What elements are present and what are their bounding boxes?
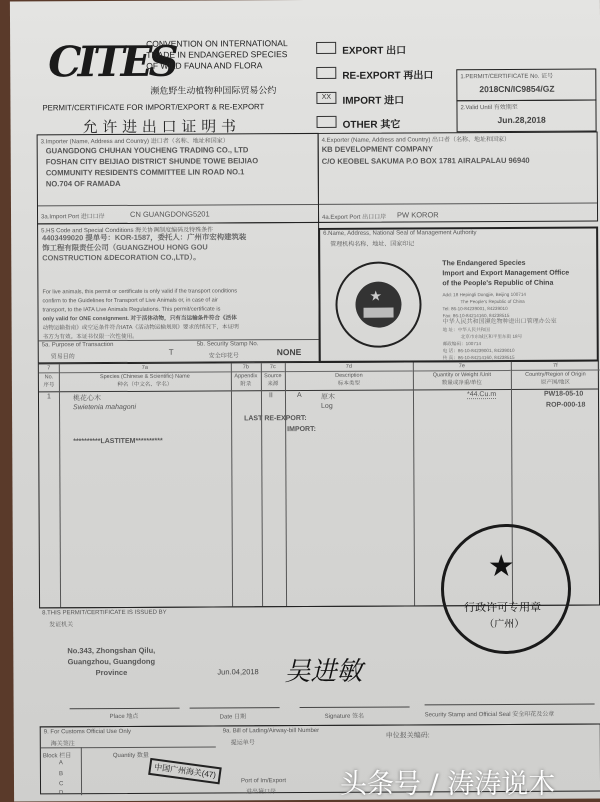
place-line: No.343, Zhongshan Qilu, (67, 645, 156, 656)
column-divider (261, 363, 263, 606)
table-header-7f (511, 361, 600, 389)
import-checkbox[interactable]: XX (316, 92, 336, 104)
address-line: 北京市东城区和平里东街 18号 (460, 333, 523, 340)
block-label: Block 栏目 (42, 753, 72, 760)
species-name-scientific: Swietenia mahagoni (73, 403, 137, 412)
cites-logo: CITES (48, 36, 176, 87)
valid-until: Jun.28,2018 (497, 114, 546, 125)
address-line: 中华人民共和国濒危物种进出口管理办公室 (442, 318, 557, 326)
importer-line: GUANGDONG CHUHAN YOUCHENG TRADING CO., LTD (45, 145, 249, 156)
header-text: 附录 (240, 381, 252, 388)
convention-line: TRADE IN ENDANGERED SPECIES (146, 49, 288, 60)
last-item-marker: **********LASTITEM********** (73, 437, 163, 446)
authority-line: Import and Export Management Office (442, 269, 570, 278)
header-text: 标本类型 (337, 380, 360, 387)
address-line: Fax: 86-10-84214160, 84238515 (442, 312, 510, 319)
export-port: PW KOROR (397, 210, 439, 220)
watermark: 头条号 / 涛涛说木 (340, 769, 556, 800)
column-divider (413, 362, 415, 605)
exporter-label: 4.Exporter (Name, Address and Country) 出口者（名称、地址和国家） (321, 136, 511, 144)
source-value: A (296, 392, 302, 400)
header-text: 7c (261, 363, 285, 372)
signature: 吴进敏 (284, 656, 363, 688)
place-line: Guangzhou, Guangdong (67, 656, 156, 667)
permit-title: PERMIT/CERTIFICATE FOR IMPORT/EXPORT & RE-EXPORT (42, 102, 265, 113)
box-valid-until (456, 99, 596, 132)
authority-address (442, 291, 556, 362)
importer-line: FOSHAN CITY BEIJIAO DISTRICT SHUNDE TOWE BEIJIAO (45, 156, 259, 167)
other-label: OTHER 其它 (342, 119, 401, 131)
header-text: Description (335, 372, 363, 379)
date-label: Date 日期 (219, 714, 247, 721)
bill-of-lading-cn: 提运单号 (230, 740, 255, 747)
star-icon: ★ (487, 549, 515, 584)
address-line: 邮政编码：100714 (442, 341, 482, 347)
block-d: D (59, 790, 64, 797)
authority-label: 6.Name, Address, National Seal of Management Authority (323, 230, 477, 237)
convention-title-cn: 濒危野生动植物种国际贸易公约 (150, 85, 277, 96)
note-line: transport, to the IATA Live Animals Regulations. This permit/certificate is (42, 306, 221, 314)
table-header-7 (39, 364, 59, 392)
hs-code-label: 5.HS Code and Special Conditions 海关协调制度编码及特殊条件 (41, 227, 214, 235)
customs-code-label: 申位报关编码: (385, 732, 430, 740)
note-line: only valid for ONE consignment. 对于活体动物，只有当运输条件符合《活体 (42, 315, 237, 323)
column-divider (285, 363, 287, 606)
seal-label: Security Stamp and Official Seal 安全印花及公章 (424, 711, 555, 719)
issued-by-label-cn: 发证机关 (49, 622, 74, 629)
permit-number-label: 1.PERMIT/CERTIFICATE No. 证号 (460, 73, 554, 81)
issue-date: Jun.04,2018 (217, 667, 259, 677)
security-stamp-value: NONE (276, 347, 302, 358)
security-stamp-label: 5b. Security Stamp No. (196, 341, 259, 348)
address-line: 传 真：86-10-84214160, 84238515 (442, 354, 515, 361)
authority-label-cn: 管理机构名称、地址、国家印记 (330, 241, 415, 248)
column-divider (59, 364, 61, 607)
header-text: 数量或净重/单位 (441, 380, 482, 387)
bill-of-lading-label: 9a. Bill of Lading/Airway-bill Number (222, 727, 320, 735)
exporter-line: KB DEVELOPMENT COMPANY (321, 144, 433, 154)
reexport-checkbox[interactable] (316, 67, 336, 79)
table-header-7c (261, 363, 285, 391)
import-label-row: IMPORT: (287, 425, 316, 434)
security-stamp-label-cn: 安全印花号 (208, 353, 239, 360)
issue-place (67, 645, 155, 678)
note-line: For live animals, this permit or certificate is only valid if the transport conditions (42, 288, 238, 296)
place-line: Province (95, 667, 128, 678)
convention-line: CONVENTION ON INTERNATIONAL (146, 38, 288, 49)
column-divider (231, 363, 233, 606)
block-a: A (58, 760, 63, 767)
address-line: 电 话：86-10-84239001, 84239010 (442, 347, 515, 354)
importer-value (46, 144, 259, 189)
export-checkbox[interactable] (316, 42, 336, 54)
table-header-7b (231, 363, 261, 391)
box-hs-code (37, 222, 320, 363)
header-text: 7a (59, 363, 231, 373)
exporter-line: C/O KEOBEL SAKUMA P.O BOX 1781 AIRALPALAU 96940 (321, 155, 530, 166)
address-line: The People's Republic of China (460, 298, 525, 305)
address-line: 地 址：中华人民共和国 (442, 327, 490, 333)
authority-line: The Endangered Species (442, 259, 526, 268)
description-value: Log (321, 402, 333, 410)
last-reexport-label: LAST RE-EXPORT: (244, 415, 307, 423)
importer-line: COMMUNITY RESIDENTS COMMITTEE LIN ROAD NO.1 (45, 167, 245, 178)
header-text: 种名（中文名、学名） (117, 381, 173, 388)
issued-by-label: 8.THIS PERMIT/CERTIFICATE IS ISSUED BY (42, 609, 167, 617)
header-text: 7d (285, 362, 413, 372)
purpose-label: 5a. Purpose of Transaction (41, 342, 114, 349)
export-port-label: 4a.Export Port 出口口岸 (322, 214, 387, 221)
row-number: 1 (46, 393, 51, 401)
address-line: Tel: 86-10-84239001, 84239010 (442, 305, 508, 312)
header-text: Species (Chinese & Scientific) Name (99, 373, 190, 381)
convention-title (146, 38, 288, 72)
import-port-label: 3a.Import Port 进口口岸 (41, 214, 105, 221)
national-seal (335, 261, 421, 347)
customs-stamp: 中国广州海关(47) (148, 758, 222, 785)
origin-value: PW18-05-10 (543, 390, 584, 398)
other-checkbox[interactable] (317, 116, 337, 128)
header-text: Appendix (234, 373, 258, 380)
header-text: 序号 (43, 382, 55, 389)
header-text: Source (264, 373, 282, 380)
reexport-label: RE-EXPORT 再出口 (342, 70, 434, 82)
description-cn: 原木 (320, 393, 336, 401)
seal-city: （广州） (484, 618, 525, 631)
port-label: Port of Im/Export (240, 778, 287, 785)
box-permit-number (456, 68, 596, 101)
place-label: Place 地点 (109, 713, 139, 721)
convention-line: OF WILD FAUNA AND FLORA (146, 60, 263, 71)
header-text: 来源 (267, 381, 279, 388)
import-label: IMPORT 进口 (342, 95, 405, 107)
box-issued-by (39, 604, 600, 727)
header-text: 7b (231, 363, 261, 372)
national-emblem-icon: ★ (355, 282, 401, 328)
table-header-7a (59, 363, 231, 392)
header-text: 7f (511, 361, 600, 370)
quantity-label: Quantity 数量 (112, 752, 149, 760)
table-header-7d (285, 362, 413, 391)
hs-code-value (42, 232, 246, 263)
authority-line: of the People's Republic of China (442, 279, 554, 288)
import-port: CN GUANGDONG5201 (130, 209, 210, 219)
header-text: Quantity or Weight /Unit (432, 372, 492, 379)
header-text: Country/Region of Origin (525, 371, 586, 378)
box-exporter (318, 131, 598, 222)
origin-value: ROP-000-18 (546, 401, 586, 409)
hs-line: CONSTRUCTION &DECORATION CO.,LTD）。 (42, 252, 201, 263)
table-header-7e (413, 362, 511, 391)
seal-text: 行政许可专用章 (464, 601, 542, 615)
purpose-value: T (168, 347, 174, 357)
note-line: 动物运输指南》或空运条件符合IATA《活动物运输规则》要求的情况下，本证明 (42, 324, 239, 332)
block-b: B (58, 771, 63, 778)
customs-label-cn: 海关签注 (50, 741, 75, 748)
permit-number: 2018CN/IC9854/GZ (479, 83, 555, 95)
quantity-value: *44.Cu.m (466, 391, 497, 399)
appendix-value: II (268, 392, 273, 400)
block-c: C (58, 781, 64, 788)
note-line: confirm to the Guidelines for Transport of Live Animals or, in case of air (42, 297, 218, 305)
address-line: Add: 18 Hepingli Dongjie, Beijing 100714 (442, 291, 526, 298)
importer-label: 3.Importer (Name, Address and Country) 进口者（名称、地址和国家） (40, 138, 229, 146)
customs-label: 9. For Customs Official Use Only (43, 728, 132, 736)
purpose-label-cn: 贸易目的 (50, 354, 75, 361)
header-text: No. (44, 374, 54, 381)
box-management-authority (318, 226, 599, 362)
hs-line: 饰工程有限责任公司（GUANGZHOU HONG GOU (42, 242, 208, 253)
header-text: 7e (413, 362, 511, 372)
importer-line: NO.704 OF RAMADA (45, 178, 121, 189)
authority-name (442, 259, 569, 290)
header-text: 7 (39, 364, 59, 373)
header-text: 原产国/地区 (540, 379, 570, 386)
species-name-cn: 桃花心木 (72, 395, 102, 403)
valid-until-label: 2.Valid Until 有效期至 (460, 104, 518, 112)
signature-label: Signature 签名 (324, 713, 365, 720)
exporter-value (322, 143, 530, 168)
permit-title-cn: 允 许 进 出 口 证 明 书 (82, 117, 237, 137)
cites-permit-document (10, 0, 600, 802)
live-animals-note (42, 287, 238, 342)
hs-line: 4403499020 提单号：KOR-1587，委托人：广州市宏构建筑装 (42, 232, 247, 243)
export-label: EXPORT 出口 (342, 45, 407, 57)
port-label-cn: 进出境口岸 (246, 789, 277, 796)
box-importer (37, 133, 319, 224)
note-line: 书方为有效。本证书仅限一次性使用。 (42, 333, 138, 341)
